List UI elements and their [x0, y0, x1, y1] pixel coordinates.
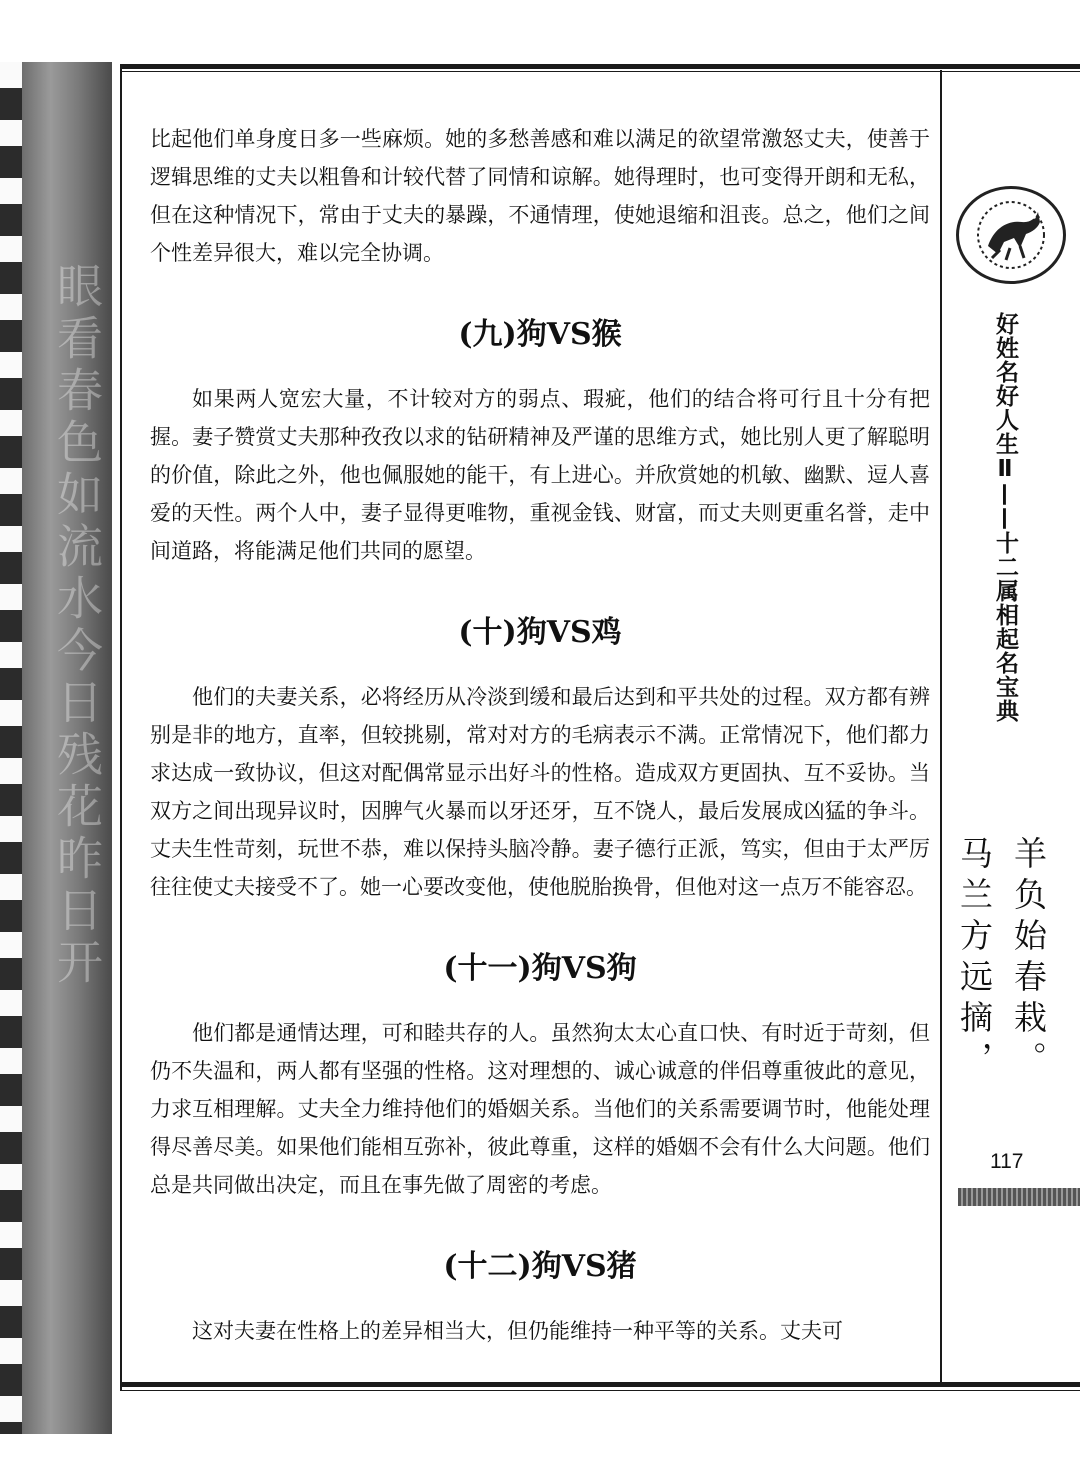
paragraph-continued: 比起他们单身度日多一些麻烦。她的多愁善感和难以满足的欲望常激怒丈夫，使善于逻辑思维的丈夫以粗鲁和计较代替了同情和谅解。她得理时，也可变得开朗和无私，但在这种情况下，常由于丈夫的暴躁，不通情理，使她退缩和沮丧。总之，他们之间个性差异很大，难以完全协调。: [150, 127, 930, 265]
top-rule-thin: [120, 71, 1080, 72]
left-rule: [120, 64, 122, 1390]
section-heading-monkey: (九)狗VS猴: [458, 317, 622, 352]
book-title-vertical: 好姓名好人生Ⅱ——十二属相起名宝典: [992, 312, 1018, 723]
horse-seal-icon: [956, 186, 1066, 284]
section-heading-pig: (十二)狗VS猪: [443, 1249, 637, 1284]
bottom-rule: [120, 1382, 1080, 1387]
film-strip-border: [0, 62, 112, 1434]
poem-line-1: 羊负始春栽。: [1009, 836, 1048, 1082]
section-text-monkey: 如果两人宽宏大量，不计较对方的弱点、瑕疵，他们的结合将可行且十分有把握。妻子赞赏丈夫那种孜孜以求的钻研精神及严谨的思维方式，她比别人更了解聪明的价值，除此之外，他也佩服她的能干，有上进心。并欣赏她的机敏、幽默、逗人喜爱的天性。两个人中，妻子显得更唯物，重视金钱、财富，而丈夫则更重名誉，走中间道路，将能满足他们共同的愿望。: [150, 387, 930, 563]
section-text-rooster: 他们的夫妻关系，必将经历从冷淡到缓和最后达到和平共处的过程。双方都有辨别是非的地方，直率，但较挑剔，常对对方的毛病表示不满。正常情况下，他们都力求达成一致协议，但这对配偶常显示出好斗的性格。造成双方更固执、互不妥协。当双方之间出现异议时，因脾气火暴而以牙还牙，互不饶人，最后发展成凶猛的争斗。丈夫生性苛刻，玩世不恭，难以保持头脑冷静。妻子德行正派，笃实，但由于太严厉往往使丈夫接受不了。她一心要改变他，使他脱胎换骨，但他对这一点万不能容忍。: [150, 685, 930, 899]
bottom-rule-thin: [120, 1390, 1080, 1391]
right-rule: [940, 70, 942, 1382]
top-rule: [120, 64, 1080, 69]
section-text-dog: 他们都是通情达理，可和睦共存的人。虽然狗太太心直口快、有时近于苛刻，但仍不失温和，两人都有坚强的性格。这对理想的、诚心诚意的伴侣尊重彼此的意见，力求互相理解。丈夫全力维持他们的婚姻关系。当他们的关系需要调节时，他能处理得尽善尽美。如果他们能相互弥补，彼此尊重，这样的婚姻不会有什么大问题。他们总是共同做出决定，而且在事先做了周密的考虑。: [150, 1021, 930, 1197]
main-text: [150, 120, 930, 1350]
page-number: 117: [990, 1150, 1024, 1173]
seal-script-text: 眼看春色如流水今日残花昨日开: [50, 262, 104, 990]
section-heading-dog: (十一)狗VS狗: [443, 951, 637, 986]
poem-line-2: 马兰方远摘，: [955, 836, 994, 1082]
horse-seal-graphic: [968, 198, 1054, 272]
section-heading-rooster: (十)狗VS鸡: [458, 615, 622, 650]
page-number-bar: [958, 1188, 1080, 1206]
film-sprocket-holes: [0, 62, 22, 1434]
section-text-pig: 这对夫妻在性格上的差异相当大，但仍能维持一种平等的关系。丈夫可: [192, 1319, 843, 1343]
